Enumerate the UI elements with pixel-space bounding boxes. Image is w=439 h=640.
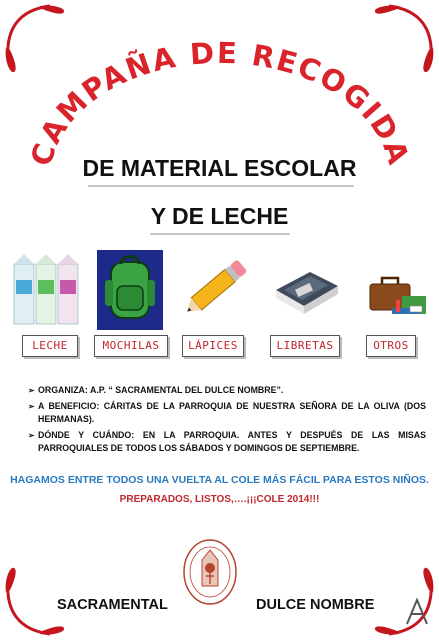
arched-title bbox=[20, 18, 420, 178]
info-beneficio: A BENEFICIO: CÁRITAS DE LA PARROQUIA DE NUESTRA SEÑORA DE LA OLIVA (DOS HERMANAS). bbox=[38, 401, 426, 424]
footer-sacramental: SACRAMENTAL bbox=[57, 597, 168, 613]
subtitle-line-2: Y DE LECHE bbox=[150, 203, 289, 229]
subtitle-line-1: DE MATERIAL ESCOLAR bbox=[82, 155, 357, 181]
info-donde-cuando: DÓNDE Y CUÁNDO: EN LA PARROQUIA. ANTES Y DESPUÉS DE LAS MISAS PARROQUIALES DE TODOS LOS SÁBADOS Y DOMINGOS DE SEPTIEMBRE. bbox=[38, 430, 426, 453]
backpack-icon bbox=[97, 250, 163, 330]
pencil-icon bbox=[180, 250, 252, 330]
subtitle-underline-1 bbox=[88, 185, 354, 187]
info-list bbox=[28, 384, 426, 458]
item-label-leche: LECHE bbox=[22, 335, 78, 357]
milk-cartons-icon bbox=[10, 250, 82, 330]
arrow-bullet-icon: ➢ bbox=[28, 402, 35, 411]
item-label-lapices: LÁPICES bbox=[182, 335, 244, 357]
slogan-red: PREPARADOS, LISTOS,….¡¡¡COLE 2014!!! bbox=[119, 494, 320, 505]
info-item bbox=[28, 384, 426, 397]
briefcase-supplies-icon bbox=[362, 250, 434, 330]
svg-text:CAMPAÑA DE RECOGIDA bbox=[24, 36, 417, 170]
arched-title-text: CAMPAÑA DE RECOGIDA bbox=[23, 35, 417, 171]
arrow-bullet-icon: ➢ bbox=[28, 386, 35, 395]
info-item bbox=[28, 400, 426, 426]
info-item bbox=[28, 429, 426, 455]
info-organiza: ORGANIZA: A.P. “ SACRAMENTAL DEL DULCE NOMBRE”. bbox=[38, 385, 284, 395]
slogan-blue: HAGAMOS ENTRE TODOS UNA VUELTA AL COLE MÁS FÁCIL PARA ESTOS NIÑOS. bbox=[10, 474, 429, 486]
item-label-otros: OTROS bbox=[366, 335, 416, 357]
footer-dulce-nombre: DULCE NOMBRE bbox=[256, 597, 375, 613]
subtitle-underline-2 bbox=[150, 233, 290, 235]
notebook-icon bbox=[270, 250, 342, 330]
brotherhood-seal-icon bbox=[180, 536, 240, 608]
item-label-libretas: LIBRETAS bbox=[270, 335, 340, 357]
arrow-bullet-icon: ➢ bbox=[28, 431, 35, 440]
item-label-mochilas: MOCHILAS bbox=[94, 335, 168, 357]
